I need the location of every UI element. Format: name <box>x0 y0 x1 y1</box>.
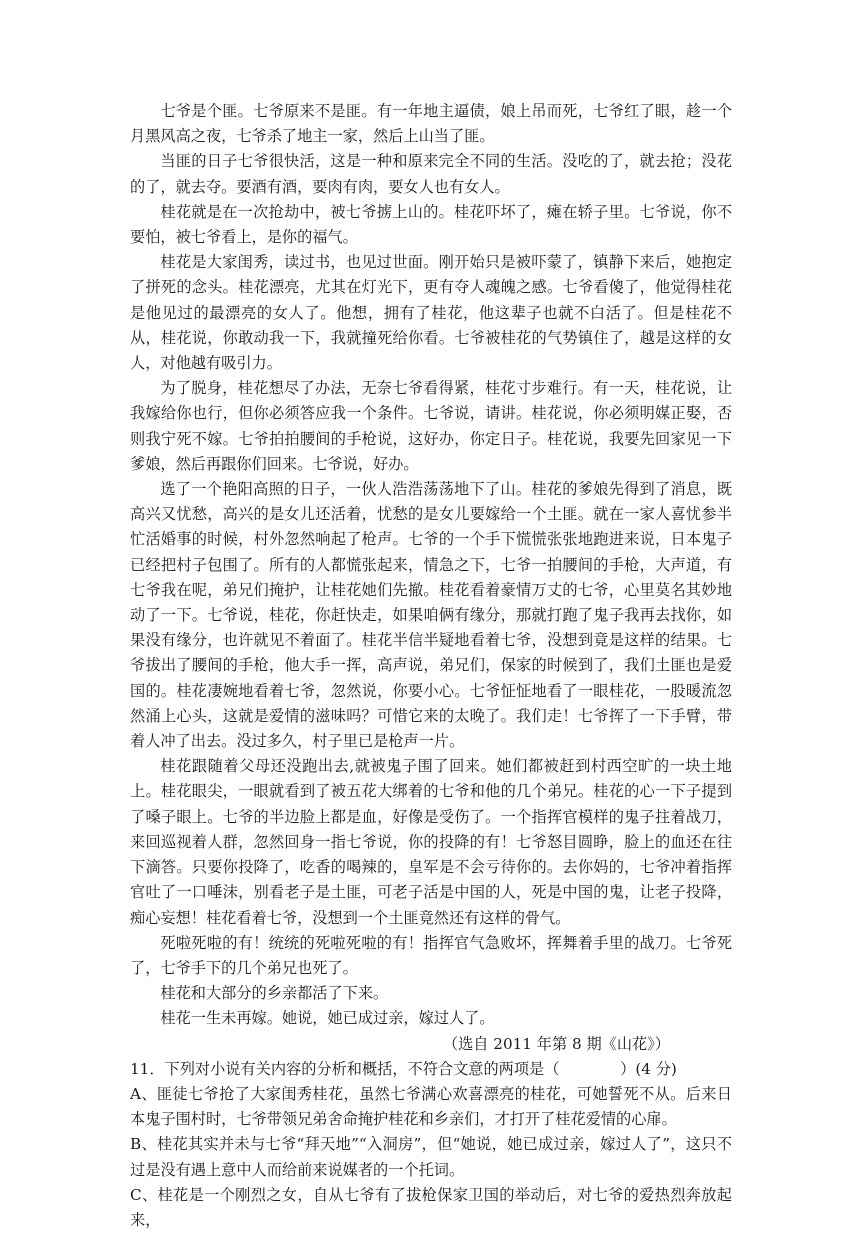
document-page <box>130 99 732 1233</box>
answer-option-c: C、桂花是一个刚烈之女，自从七爷有了拔枪保家卫国的举动后，对七爷的爱热烈奔放起来， <box>130 1185 732 1229</box>
answer-option-a: A、匪徒七爷抢了大家闺秀桂花，虽然七爷满心欢喜漂亮的桂花，可她誓死不从。后来日本鬼子围村时，七爷带领兄弟舍命掩护桂花和乡亲们，才打开了桂花爱情的心扉。 <box>130 1084 732 1129</box>
story-paragraph: 选了一个艳阳高照的日子，一伙人浩浩荡荡地下了山。桂花的爹娘先得到了消息，既高兴又忧愁，高兴的是女儿还活着，忧愁的是女儿要嫁给一个土匪。就在一家人喜忧参半忙活婚事的时候，村外忽然响起了枪声。七爷的一个手下慌慌张张地跑进来说，日本鬼子已经把村子包围了。所有的人都慌张起来，情急之下，七爷一拍腰间的手枪，大声道，有七爷我在呢，弟兄们掩护，让桂花她们先撤。桂花看着豪情万丈的七爷，心里莫名其妙地动了一下。七爷说，桂花，你赶快走，如果咱俩有缘分，那就打跑了鬼子我再去找你，如果没有缘分，也许就见不着面了。桂花半信半疑地看着七爷，没想到竟是这样的结果。七爷拔出了腰间的手枪，他大手一挥，高声说，弟兄们，保家的时候到了，我们土匪也是爱国的。桂花凄婉地看着七爷，忽然说，你要小心。七爷怔怔地看了一眼桂花，一股暖流忽然涌上心头，这就是爱情的滋味吗？可惜它来的太晚了。我们走！七爷挥了一下手臂，带着人冲了出去。没过多久，村子里已是枪声一片。 <box>130 480 732 751</box>
story-paragraph: 死啦死啦的有！统统的死啦死啦的有！指挥官气急败坏，挥舞着手里的战刀。七爷死了，七爷手下的几个弟兄也死了。 <box>130 933 732 977</box>
question-stem: 11．下列对小说有关内容的分析和概括，不符合文意的两项是（ ）(4 分) <box>130 1059 677 1078</box>
story-paragraph: 桂花跟随着父母还没跑出去,就被鬼子围了回来。她们都被赶到村西空旷的一块土地上。桂花眼尖，一眼就看到了被五花大绑着的七爷和他的几个弟兄。桂花的心一下子提到了嗓子眼上。七爷的半边脸上都是血，好像是受伤了。一个指挥官模样的鬼子拄着战刀，来回巡视着人群，忽然回身一指七爷说，你的投降的有！七爷怒目圆睁，脸上的血还在往下滴答。只要你投降了，吃香的喝辣的，皇军是不会亏待你的。去你妈的，七爷冲着指挥官吐了一口唾沫，别看老子是土匪，可老子活是中国的人，死是中国的鬼，让老子投降，痴心妄想！桂花看着七爷，没想到一个土匪竟然还有这样的骨气。 <box>130 757 732 927</box>
story-paragraph: 桂花是大家闺秀，读过书，也见过世面。刚开始只是被吓蒙了，镇静下来后，她抱定了拼死的念头。桂花漂亮，尤其在灯光下，更有夺人魂魄之感。七爷看傻了，他觉得桂花是他见过的最漂亮的女人了。他想，拥有了桂花，他这辈子也就不白活了。但是桂花不从，桂花说，你敢动我一下，我就撞死给你看。七爷被桂花的气势镇住了，越是这样的女人，对他越有吸引力。 <box>130 253 732 373</box>
story-paragraph: 桂花和大部分的乡亲都活了下来。 <box>160 984 389 1003</box>
story-paragraph: 为了脱身，桂花想尽了办法，无奈七爷看得紧，桂花寸步难行。有一天，桂花说，让我嫁给你也行，但你必须答应我一个条件。七爷说，请讲。桂花说，你必须明媒正娶，否则我宁死不嫁。七爷拍拍腰间的手枪说，这好办，你定日子。桂花说，我要先回家见一下爹娘，然后再跟你们回来。七爷说，好办。 <box>130 379 732 473</box>
story-paragraph: 七爷是个匪。七爷原来不是匪。有一年地主逼债，娘上吊而死，七爷红了眼，趁一个月黑风高之夜，七爷杀了地主一家，然后上山当了匪。 <box>130 102 732 146</box>
story-paragraph: 桂花就是在一次抢劫中，被七爷掳上山的。桂花吓坏了，瘫在轿子里。七爷说，你不要怕，被七爷看上，是你的福气。 <box>130 202 732 247</box>
answer-option-b: B、桂花其实并未与七爷“拜天地”“入洞房”，但“她说，她已成过亲，嫁过人了”，这只不过是没有遇上意中人而给前来说媒者的一个托词。 <box>130 1135 732 1179</box>
source-citation: （选自 2011 年第 8 期《山花》） <box>442 1034 670 1053</box>
story-paragraph: 桂花一生未再嫁。她说，她已成过亲，嫁过人了。 <box>160 1009 495 1028</box>
story-paragraph: 当匪的日子七爷很快活，这是一种和原来完全不同的生活。没吃的了，就去抢；没花的了，就去夺。要酒有酒，要肉有肉，要女人也有女人。 <box>130 152 732 196</box>
